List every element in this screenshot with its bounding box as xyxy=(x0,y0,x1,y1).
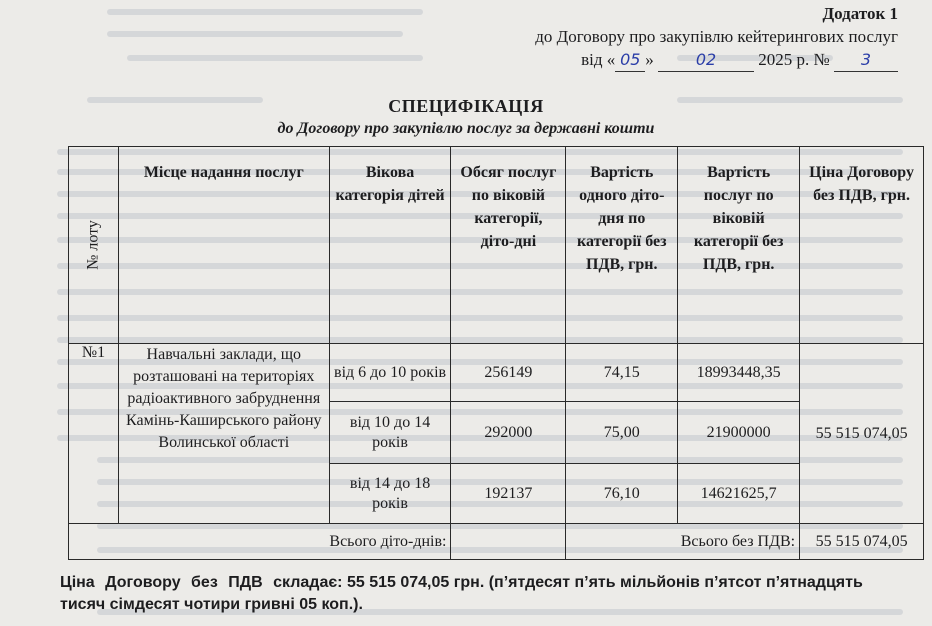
date-mid: » xyxy=(645,50,654,69)
header-total-cost: Вартість послуг по віковій категорії без ПДВ, грн. xyxy=(678,147,800,344)
year-text: 2025 р. № xyxy=(758,50,830,69)
header-place: Місце надання послуг xyxy=(118,147,329,344)
table-row xyxy=(69,344,924,402)
table-header-row xyxy=(69,147,924,344)
total-cost-value: 21900000 xyxy=(678,402,800,464)
annex-heading: Додаток 1 xyxy=(822,4,898,23)
age-category: від 10 до 14 років xyxy=(329,402,451,464)
totals-row xyxy=(69,524,924,560)
header-lot: № лоту xyxy=(69,147,119,344)
total-cost-value: 18993448,35 xyxy=(678,344,800,402)
header-age: Вікова категорія дітей xyxy=(329,147,451,344)
header-unit-cost: Вартість одного діто-дня по категорії без ПДВ, грн. xyxy=(566,147,678,344)
age-category: від 6 до 10 років xyxy=(329,344,451,402)
summary-label: Ціна Договору без ПДВ складає: xyxy=(60,574,343,591)
volume-value: 256149 xyxy=(451,344,566,402)
total-days-value xyxy=(451,524,566,560)
header-volume: Обсяг послуг по віковій категорії, дітo-дні xyxy=(451,147,566,344)
price-summary xyxy=(60,572,910,616)
specification-table xyxy=(68,146,924,560)
volume-value: 192137 xyxy=(451,464,566,524)
header-contract-price: Ціна Договору без ПДВ, грн. xyxy=(800,147,924,344)
total-no-vat-label: Всього без ПДВ: xyxy=(566,524,800,560)
page-subtitle: до Договору про закупівлю послуг за державні кошти xyxy=(277,120,655,137)
annex-header xyxy=(535,2,898,72)
unit-cost-value: 76,10 xyxy=(566,464,678,524)
date-prefix: від « xyxy=(581,50,616,69)
total-cost-value: 14621625,7 xyxy=(678,464,800,524)
summary-text: 55 515 074,05 грн. (п’ятдесят п’ять мільйонів п’ятсот п’ятнадцять тисяч сімдесят чотири гривні 05 коп.). xyxy=(60,574,863,613)
total-no-vat-value: 55 515 074,05 xyxy=(800,524,924,560)
age-category: від 14 до 18 років xyxy=(329,464,451,524)
service-place: Навчальні заклади, що розташовані на територіях радіоактивного забруднення Камінь-Каширського району Волинської області xyxy=(118,344,329,524)
handwritten-number: 3 xyxy=(834,48,898,72)
annex-date-line xyxy=(535,48,898,72)
annex-contract-ref: до Договору про закупівлю кейтерингових послуг xyxy=(535,27,898,46)
page-title: СПЕЦИФІКАЦІЯ xyxy=(388,96,544,116)
unit-cost-value: 74,15 xyxy=(566,344,678,402)
total-days-label: Всього діто-днів: xyxy=(69,524,451,560)
handwritten-day: 05 xyxy=(615,48,645,72)
lot-number: №1 xyxy=(69,344,119,524)
unit-cost-value: 75,00 xyxy=(566,402,678,464)
handwritten-month: 02 xyxy=(658,48,754,72)
volume-value: 292000 xyxy=(451,402,566,464)
contract-price-value: 55 515 074,05 xyxy=(800,344,924,524)
